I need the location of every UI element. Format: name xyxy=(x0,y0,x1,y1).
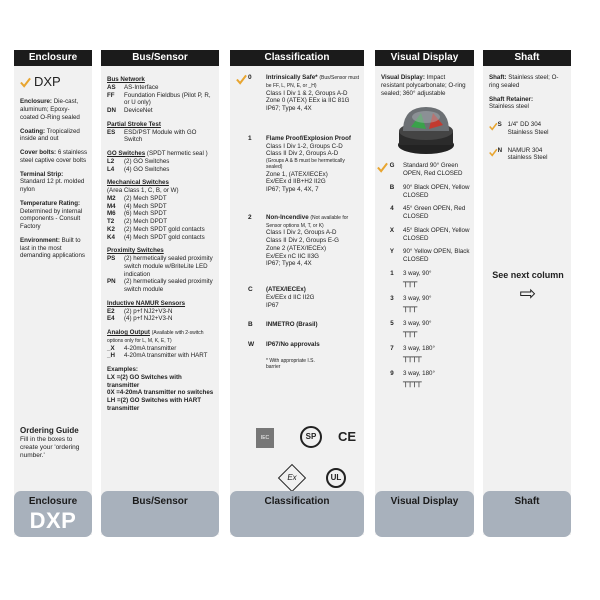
footer-classification-label: Classification xyxy=(264,496,330,507)
shaft-desc: Shaft: Stainless steel; O-ring sealed xyxy=(489,74,559,89)
visual-option xyxy=(381,162,470,178)
prox-title: Proximity Switches xyxy=(107,247,164,255)
visual-option xyxy=(381,370,470,389)
classification-option xyxy=(248,321,360,329)
option-code: E4 xyxy=(107,315,115,323)
checkmark-icon xyxy=(236,74,247,85)
option-row xyxy=(107,218,215,226)
option-row xyxy=(107,129,215,145)
example-line: 0X =4-20mA transmitter no switches xyxy=(107,389,214,397)
option-row xyxy=(107,352,215,360)
option-code: PN xyxy=(107,278,116,286)
classification-title: INMETRO (Brasil) xyxy=(266,321,318,329)
flow-path-icon: ┬┬┬┬ xyxy=(403,352,421,363)
classification-option xyxy=(248,341,360,349)
classification-line: Zone 1, (ATEX/IECEx) xyxy=(266,170,328,178)
visual-code: 5 xyxy=(390,319,394,327)
option-row xyxy=(107,278,215,294)
footer-bus-label: Bus/Sensor xyxy=(132,496,188,507)
visual-code: 7 xyxy=(390,344,394,352)
bus-column xyxy=(101,50,219,535)
classification-code: C xyxy=(248,286,253,293)
go-switches-title: GO Switches xyxy=(107,150,146,157)
ordering-guide-text: Fill in the boxes to create your 'ordering number.' xyxy=(20,436,80,460)
classification-line: IP67; Type 4, 4X xyxy=(266,260,312,268)
option-code: L4 xyxy=(107,165,115,173)
visual-header: Visual Display xyxy=(375,50,474,66)
classification-note: (Bus/Sensor must be FF, L, PN, E, or _H) xyxy=(266,75,360,89)
option-text: AS-Interface xyxy=(124,83,159,91)
option-text: (2) hermetically sealed proximity switch module w/BriteLite LED indication xyxy=(124,255,213,278)
footer-shaft-label: Shaft xyxy=(514,496,540,507)
checkmark-icon xyxy=(489,147,498,158)
classification-title: IP67/No approvals xyxy=(266,341,320,349)
ce-logo: CE xyxy=(338,429,357,444)
iecex-logo: IEC xyxy=(256,428,274,448)
bus-network-title: Bus Network xyxy=(107,76,145,83)
option-row xyxy=(107,84,215,92)
classification-line: Class II Div 2, Groups A-D xyxy=(266,150,339,158)
classification-column xyxy=(230,50,364,535)
option-text: (2) hermetically sealed proximity switch module xyxy=(124,278,213,293)
enclosure-strip: Terminal Strip: Standard 12 pt. molded nylon xyxy=(20,170,85,193)
classification-line: IP67 xyxy=(266,301,279,309)
shaft-code: S xyxy=(497,121,502,128)
analog-sub: (Available with 2-switch options only for L, M, K, E, T) xyxy=(107,330,204,344)
csa-logo: SP xyxy=(300,426,322,448)
option-row xyxy=(107,92,215,108)
option-text: DeviceNet xyxy=(124,107,153,114)
option-row xyxy=(107,226,215,234)
analog-title: Analog Output xyxy=(107,329,150,336)
checkmark-icon xyxy=(20,77,31,88)
classification-code: 1 xyxy=(248,134,252,142)
classification-footnote: * With appropriate I.S. barrier xyxy=(266,357,315,370)
option-code: M6 xyxy=(107,210,116,218)
visual-option xyxy=(381,227,470,243)
visual-code: X xyxy=(389,226,395,234)
option-code: K2 xyxy=(107,225,115,233)
ordering-guide-title: Ordering Guide xyxy=(20,426,79,435)
option-row xyxy=(107,107,215,115)
visual-code: 3 xyxy=(390,294,394,302)
option-code: M4 xyxy=(107,202,116,210)
footer-box-visual[interactable] xyxy=(375,491,474,537)
classification-code: 2 xyxy=(248,213,252,221)
visual-text: 45° Black OPEN, Yellow CLOSED xyxy=(403,226,470,242)
option-code: K4 xyxy=(107,233,115,241)
classification-option xyxy=(248,135,360,194)
enclosure-env: Environment: Built to last in the most demanding applications xyxy=(20,236,86,260)
footer-box-shaft[interactable] xyxy=(483,491,571,537)
visual-text: 3 way, 180° xyxy=(403,369,435,377)
enclosure-header: Enclosure xyxy=(14,50,92,66)
footer-enclosure-code: DXP xyxy=(29,507,77,533)
classification-title: (ATEX/IECEx) xyxy=(266,286,306,293)
visual-option xyxy=(381,270,470,289)
visual-display-image xyxy=(391,103,461,158)
classification-note: (Not available for Sensor options M, T, or K) xyxy=(266,214,349,229)
enclosure-coating: Coating: Tropicalized inside and out xyxy=(20,127,80,143)
bus-header: Bus/Sensor xyxy=(101,50,219,66)
visual-option xyxy=(381,248,470,264)
classification-line: Zone 0 (ATEX) EEx ia IIC 81G xyxy=(266,97,350,105)
option-row xyxy=(107,166,215,174)
shaft-code: N xyxy=(497,146,503,154)
classification-line: Class II Div 2, Groups E-G xyxy=(266,237,339,244)
visual-text: 3 way, 90° xyxy=(403,319,432,327)
option-text: (2) Mech SPDT xyxy=(124,194,167,202)
option-code: E2 xyxy=(107,307,115,315)
shaft-column xyxy=(483,50,571,535)
option-code: PS xyxy=(107,255,116,262)
option-code: ES xyxy=(107,128,116,136)
ex-logo: Ex xyxy=(287,473,297,482)
visual-column xyxy=(375,50,474,535)
visual-code: 4 xyxy=(390,205,394,213)
footer-box-enclosure[interactable] xyxy=(14,491,92,537)
option-text: 4-20mA transmitter xyxy=(124,344,177,352)
examples-title: Examples: xyxy=(107,366,138,373)
option-text: ESD/PST Module with GO Switch xyxy=(124,128,197,144)
shaft-option xyxy=(489,121,567,137)
option-text: (4) Mech SPDT xyxy=(124,202,167,210)
option-text: Foundation Fieldbus (Pilot P, R, or U only) xyxy=(124,91,211,107)
enclosure-material: Enclosure: Die-cast, aluminum; Epoxy-coated O-Ring sealed xyxy=(20,98,80,121)
flow-path-icon: ┬┬┬ xyxy=(403,327,417,338)
classification-code: 0 xyxy=(248,74,252,81)
option-row xyxy=(107,210,215,218)
classification-line: IP67; Type 4, 4X, 7 xyxy=(266,186,319,193)
footer-box-bus[interactable] xyxy=(101,491,219,537)
shaft-retainer: Shaft Retainer: Stainless steel xyxy=(489,95,534,111)
footer-enclosure-label: Enclosure xyxy=(28,496,78,507)
pst-title: Partial Stroke Test xyxy=(107,120,161,128)
option-text: 4-20mA transmitter with HART xyxy=(124,352,208,360)
classification-line: Ex/EEx d IIC II2G xyxy=(266,293,315,301)
checkmark-icon xyxy=(489,121,498,132)
visual-code: 9 xyxy=(390,369,394,377)
option-code: AS xyxy=(107,83,116,91)
classification-line: Zone 2 (ATEX/IECEx) xyxy=(266,244,327,252)
example-line: LH =(2) GO Switches with HART transmitter xyxy=(107,397,202,412)
enclosure-column xyxy=(14,50,92,535)
visual-desc: Visual Display: Impact resistant polycarbonate; O-ring sealed; 360° adjustable xyxy=(381,74,466,97)
classification-line: Ex/EEx nC IIC II3G xyxy=(266,252,319,260)
classification-title: Intrinsically Safe* xyxy=(266,74,318,81)
option-text: (2) Mech DPDT xyxy=(124,218,167,225)
footer-box-classification[interactable] xyxy=(230,491,364,537)
option-row xyxy=(107,345,215,353)
visual-code: B xyxy=(389,183,395,191)
classification-line: Class I Div 1 & 2, Groups A-D xyxy=(266,89,348,97)
option-text: (4) GO Switches xyxy=(124,165,170,173)
classification-option xyxy=(248,286,360,309)
enclosure-temp: Temperature Rating: Determined by internal components - Consult Factory xyxy=(20,199,83,230)
classification-title: Non-Incendive xyxy=(266,213,309,221)
visual-text: 3 way, 180° xyxy=(403,344,435,352)
option-row xyxy=(107,308,215,316)
option-row xyxy=(107,203,215,211)
option-code: DN xyxy=(107,107,116,114)
flow-path-icon: ┬┬┬ xyxy=(403,277,417,288)
option-text: (2) p+f NJ2+V3-N xyxy=(124,307,173,315)
classification-code: B xyxy=(248,321,253,329)
mech-title: Mechanical Switches xyxy=(107,179,169,187)
footer-visual-label: Visual Display xyxy=(390,496,459,507)
visual-option xyxy=(381,205,470,221)
ul-logo: UL xyxy=(326,468,346,488)
classification-line: Class I Div 2, Groups A-D xyxy=(266,229,337,237)
visual-text: Standard 90° Green OPEN, Red CLOSED xyxy=(403,162,463,177)
option-text: (2) GO Switches xyxy=(124,157,170,165)
visual-code: G xyxy=(389,162,395,170)
flow-path-icon: ┬┬┬ xyxy=(403,302,417,313)
option-row xyxy=(107,234,215,242)
classification-option xyxy=(248,74,360,113)
shaft-option xyxy=(489,147,567,163)
namur-title: Inductive NAMUR Sensors xyxy=(107,299,186,307)
option-row xyxy=(107,158,215,166)
visual-option xyxy=(381,295,470,314)
option-text: (6) Mech SPDT xyxy=(124,210,167,218)
visual-option xyxy=(381,184,470,200)
option-row xyxy=(107,195,215,203)
option-row xyxy=(107,315,215,323)
option-code: _H xyxy=(107,352,115,360)
go-switches-sub: (SPDT hermetic seal ) xyxy=(146,150,208,157)
shaft-text: NAMUR 304 stainless Steel xyxy=(507,146,548,162)
classification-header: Classification xyxy=(230,50,364,66)
option-code: _X xyxy=(107,344,115,352)
checkmark-icon xyxy=(377,162,388,173)
visual-text: 3 way, 90° xyxy=(403,294,432,302)
option-text: (4) Mech SPDT gold contacts xyxy=(124,233,205,241)
visual-text: 45° Green OPEN, Red CLOSED xyxy=(403,205,466,220)
classification-line: Class I Div 1-2, Groups C-D xyxy=(266,142,343,150)
visual-text: 90° Yellow OPEN, Black CLOSED xyxy=(403,248,470,263)
shaft-header: Shaft xyxy=(483,50,571,66)
option-code: M2 xyxy=(107,194,116,202)
classification-title: Flame Proof/Explosion Proof xyxy=(266,134,351,142)
option-code: FF xyxy=(107,91,115,99)
classification-line: IP67; Type 4, 4X xyxy=(266,105,312,112)
classification-option xyxy=(248,214,360,268)
mech-sub: (Area Class 1, C, B, or W) xyxy=(107,187,179,194)
right-arrow-icon: ⇨ xyxy=(519,281,537,306)
visual-code: Y xyxy=(389,248,395,256)
shaft-text: 1/4" DD 304 Stainless Steel xyxy=(507,121,549,136)
classification-line: Ex/EEx d IIB+H2 II2G xyxy=(266,178,326,186)
classification-code: W xyxy=(248,341,255,349)
option-text: (2) Mech SPDT gold contacts xyxy=(124,225,205,233)
see-next-column: See next column xyxy=(492,270,564,280)
visual-option xyxy=(381,345,470,364)
option-code: T2 xyxy=(107,218,115,225)
enclosure-bolts: Cover bolts: 6 stainless steel captive cover bolts xyxy=(20,149,88,164)
classification-line: (Groups A & B must be hermetically sealed) xyxy=(266,158,345,171)
example-line: LX =(2) GO Switches with transmitter xyxy=(107,373,182,389)
option-code: L2 xyxy=(107,157,115,165)
enclosure-code: DXP xyxy=(34,74,61,89)
flow-path-icon: ┬┬┬┬ xyxy=(403,377,421,388)
visual-code: 1 xyxy=(390,269,394,277)
option-row xyxy=(107,255,215,278)
visual-option xyxy=(381,320,470,339)
option-text: (4) p+f NJ2+V3-N xyxy=(124,315,173,323)
visual-text: 90° Black OPEN, Yellow CLOSED xyxy=(403,183,470,199)
visual-text: 3 way, 90° xyxy=(403,269,432,277)
